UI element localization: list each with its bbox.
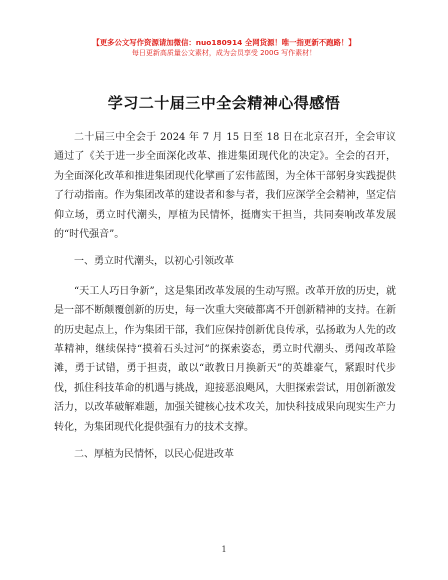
section-1-paragraph: “天工人巧日争新”，这是集团改革发展的生动写照。改革开放的历史，就是一部不断颠覆创新的历史，每一次重大突破都离不开创新精神的支持。在新的历史起点上，作为集团干部，我们应保持创新优良传承，弘扬敢为人先的改革精神，继续保持“摸着石头过河”的探索姿态，勇立时代潮头、勇闯改革险滩，勇于试错，勇于担责，敢以“敢教日月换新天”的英雄豪气，紧跟时代步伐，抓住科技革命的机遇与挑战，迎接恶浪飓风，大胆探索尝试，用创新激发活力，以改革破解难题，加强关键核心技术攻关，加快科技成果向现实生产力转化，为集团现代化提供强有力的技术支撑。 [54,285,396,433]
section-heading-1: 一、勇立时代潮头，以初心引领改革 [74,256,234,268]
document-body [54,128,396,475]
promo-banner-line-2: 每日更新高质量公文素材，成为会员享受 200G 写作素材！ [131,49,317,57]
promo-banner [0,38,448,58]
promo-banner-line-1: 【更多公文写作资源请加微信：nuo180914 全网货源！唯一指更新不跑路！】 [92,38,356,47]
page-number: 1 [221,545,227,554]
section-heading-2: 二、厚植为民情怀，以民心促进改革 [74,449,234,461]
document-title: 学习二十届三中全会精神心得感悟 [107,94,341,112]
intro-paragraph: 二十届三中全会于 2024 年 7 月 15 日至 18 日在北京召开，全会审议通过了《关于进一步全面深化改革、推进集团现代化的决定》。全会的召开，为全面深化改革和推进集团现代化擘画了宏伟蓝图，为全体干部躬身实践提供了行动指南。作为集团改革的建设者和参与者，我们应深学全会精神，坚定信仰立场，勇立时代潮头，厚植为民情怀，挺膺实干担当，共同奏响改革发展的“时代强音”。 [54,132,396,241]
